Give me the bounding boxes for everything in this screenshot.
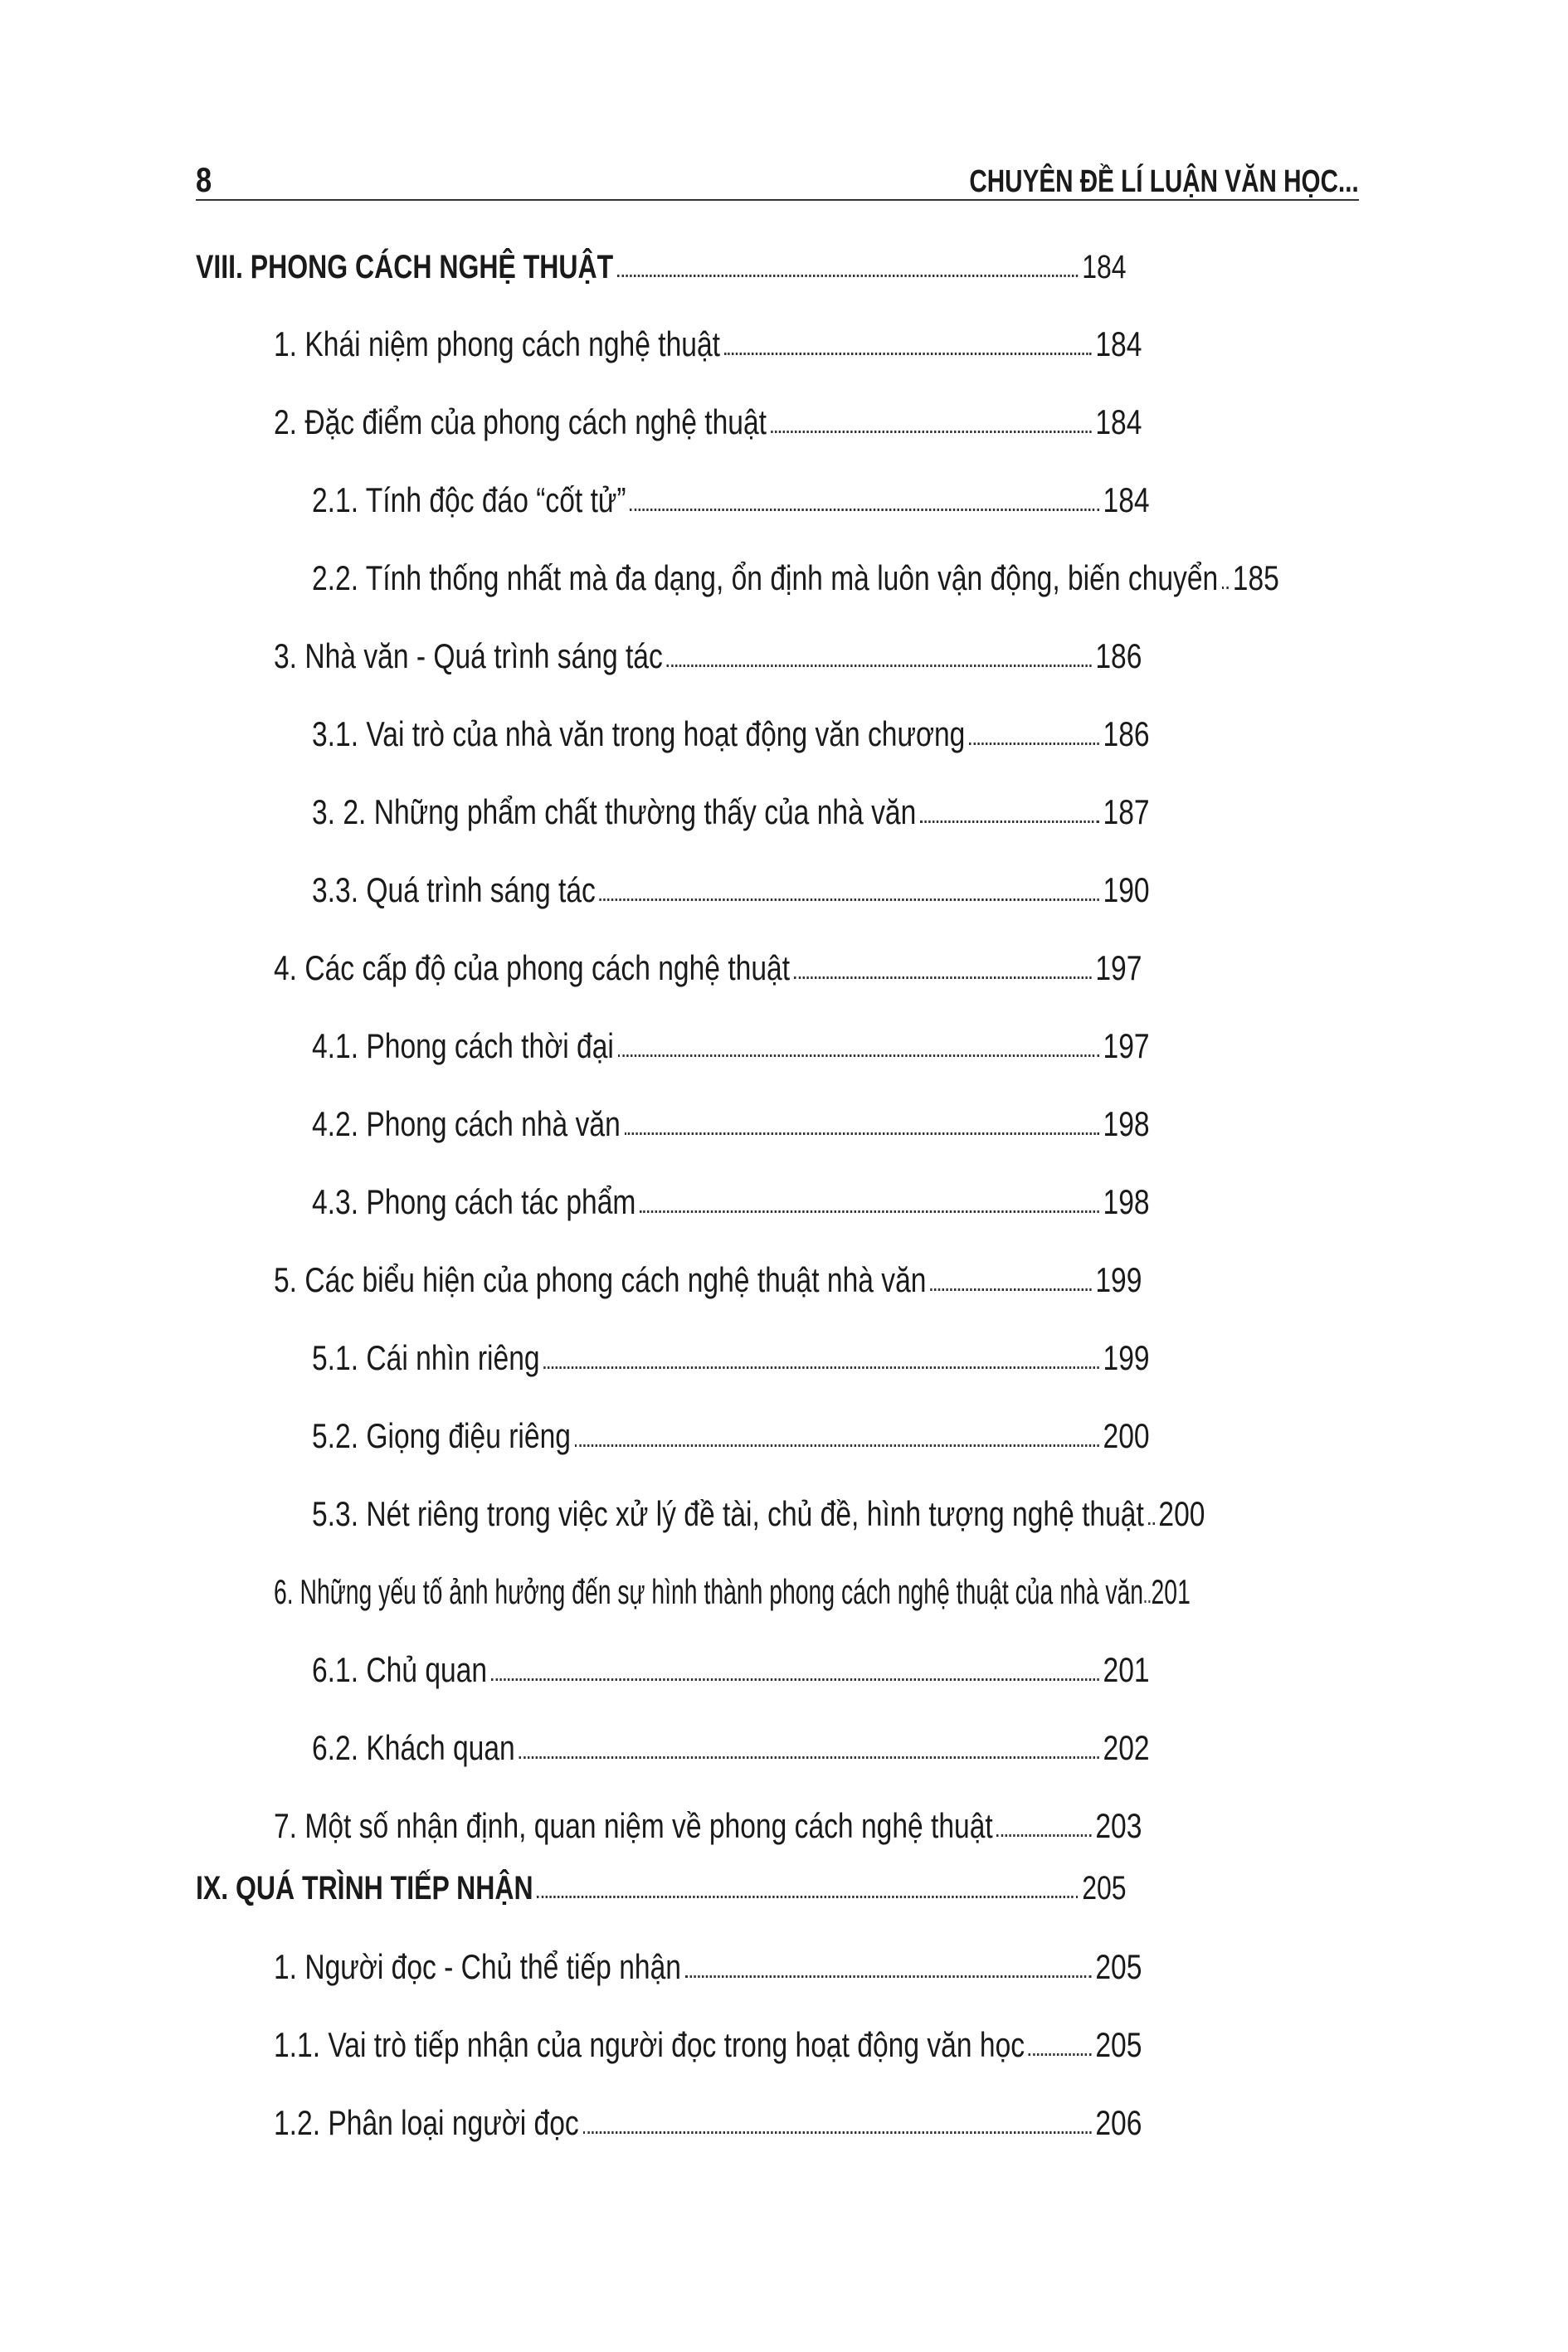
toc-page: 186: [1095, 636, 1142, 675]
toc-label: 1. Người đọc - Chủ thể tiếp nhận: [274, 1947, 681, 1986]
toc-leader: [618, 1054, 1099, 1057]
toc-entry: [312, 861, 1359, 908]
toc-entry: [312, 1017, 1359, 1064]
toc-leader: [969, 743, 1099, 745]
toc-entry: [312, 1719, 1359, 1765]
toc-label: 2.1. Tính độc đáo “cốt tử”: [312, 480, 626, 519]
toc-entry: [312, 1641, 1359, 1687]
toc-page: 206: [1095, 2103, 1142, 2142]
toc-entry: [274, 939, 1359, 986]
toc-leader: [617, 275, 1078, 277]
toc-label: 2.2. Tính thống nhất mà đa dạng, ổn định mà luôn vận động, biến chuyển: [312, 558, 1219, 597]
toc-label: VIII. PHONG CÁCH NGHỆ THUẬT: [196, 249, 614, 285]
toc-page: 203: [1095, 1806, 1142, 1845]
toc-leader: [519, 1756, 1099, 1759]
toc-entry: [274, 1563, 1359, 1609]
toc-label: 4.1. Phong cách thời đại: [312, 1026, 614, 1065]
toc-leader: [667, 665, 1092, 667]
toc-label: 1. Khái niệm phong cách nghệ thuật: [274, 324, 720, 363]
toc-entry: [312, 1095, 1359, 1142]
toc-label: 1.2. Phân loại người đọc: [274, 2103, 579, 2142]
toc-page: 199: [1103, 1338, 1150, 1377]
toc-label: 3.1. Vai trò của nhà văn trong hoạt động văn chương: [312, 714, 966, 753]
toc-entry: [312, 1173, 1359, 1220]
toc-page: 187: [1103, 792, 1150, 831]
toc-label: 6. Những yếu tố ảnh hưởng đến sự hình thành phong cách nghệ thuật của nhà văn: [274, 1572, 1144, 1611]
toc-leader: [1144, 1600, 1150, 1603]
toc-section-heading: [196, 1858, 1359, 1905]
toc-entry: [312, 471, 1359, 518]
toc-leader: [930, 1288, 1091, 1291]
toc-entry: [312, 705, 1359, 752]
toc-label: 5.3. Nét riêng trong việc xử lý đề tài, chủ đề, hình tượng nghệ thuật: [312, 1494, 1144, 1533]
toc-label: 4. Các cấp độ của phong cách nghệ thuật: [274, 948, 791, 987]
toc-entry: [274, 2016, 1359, 2062]
toc-entry: [274, 2094, 1359, 2140]
toc-entry: [312, 549, 1359, 596]
toc-page: 198: [1103, 1182, 1150, 1221]
toc-section-heading: [196, 237, 1359, 284]
toc-entry: [274, 1797, 1359, 1843]
toc-page: 199: [1095, 1260, 1142, 1299]
toc-page: 197: [1103, 1026, 1150, 1065]
toc-leader: [920, 821, 1099, 823]
toc-page: 197: [1095, 948, 1142, 987]
toc-page: 202: [1103, 1728, 1150, 1767]
toc-leader: [575, 1444, 1099, 1447]
toc-leader: [625, 1132, 1099, 1135]
toc-leader: [583, 2131, 1092, 2134]
toc-label: 3. 2. Những phẩm chất thường thấy của nhà văn: [312, 792, 917, 831]
toc-page: 184: [1082, 249, 1127, 285]
toc-label: 7. Một số nhận định, quan niệm về phong cách nghệ thuật: [274, 1806, 993, 1845]
running-title: CHUYÊN ĐỀ LÍ LUẬN VĂN HỌC...: [969, 164, 1359, 199]
toc-label: 5.2. Giọng điệu riêng: [312, 1416, 571, 1455]
toc-leader: [600, 898, 1099, 901]
toc-leader: [771, 431, 1092, 433]
toc-leader: [491, 1678, 1099, 1681]
toc-page: 205: [1082, 1870, 1127, 1906]
toc-entry: [312, 783, 1359, 830]
toc-entry: [274, 315, 1359, 362]
toc-page: 205: [1095, 1947, 1142, 1986]
toc-label: 3. Nhà văn - Quá trình sáng tác: [274, 636, 663, 675]
toc-leader: [997, 1834, 1092, 1837]
page-number: 8: [196, 160, 212, 199]
toc-page: 186: [1103, 714, 1150, 753]
toc-label: 5.1. Cái nhìn riêng: [312, 1338, 540, 1377]
toc-leader: [1222, 587, 1229, 589]
toc-label: 3.3. Quá trình sáng tác: [312, 870, 596, 909]
toc-page: 184: [1095, 324, 1142, 363]
toc-leader: [724, 353, 1092, 355]
toc-page: 198: [1103, 1104, 1150, 1143]
toc-label: 5. Các biểu hiện của phong cách nghệ thuật nhà văn: [274, 1260, 927, 1299]
toc-leader: [630, 509, 1098, 511]
toc-label: 2. Đặc điểm của phong cách nghệ thuật: [274, 402, 767, 441]
toc-entry: [274, 1251, 1359, 1298]
toc-leader: [794, 976, 1092, 979]
toc-leader: [1029, 2053, 1092, 2056]
toc-page: 184: [1095, 402, 1142, 441]
toc-entry: [312, 1407, 1359, 1454]
toc-page: 205: [1095, 2025, 1142, 2064]
toc-leader: [640, 1210, 1099, 1213]
toc-entry: [312, 1329, 1359, 1376]
toc-page: 201: [1103, 1650, 1150, 1689]
toc-leader: [543, 1366, 1098, 1369]
toc-page: 190: [1103, 870, 1150, 909]
toc-entry: [274, 393, 1359, 440]
toc-page: 201: [1151, 1572, 1191, 1611]
toc-entry: [312, 1485, 1359, 1531]
toc-label: 1.1. Vai trò tiếp nhận của người đọc trong hoạt động văn học: [274, 2025, 1025, 2064]
toc-label: IX. QUÁ TRÌNH TIẾP NHẬN: [196, 1870, 533, 1906]
toc-page: 200: [1158, 1494, 1205, 1533]
toc-label: 4.2. Phong cách nhà văn: [312, 1104, 621, 1143]
toc-leader: [537, 1896, 1078, 1898]
toc-page: 200: [1103, 1416, 1150, 1455]
toc-page: 184: [1103, 480, 1150, 519]
toc-entry: [274, 627, 1359, 674]
toc-entry: [274, 1938, 1359, 1984]
toc-label: 6.2. Khách quan: [312, 1728, 515, 1767]
toc-label: 4.3. Phong cách tác phẩm: [312, 1182, 636, 1221]
toc-leader: [1148, 1522, 1155, 1525]
toc-leader: [685, 1975, 1092, 1978]
toc-page: 185: [1232, 558, 1279, 597]
toc-label: 6.1. Chủ quan: [312, 1650, 488, 1689]
